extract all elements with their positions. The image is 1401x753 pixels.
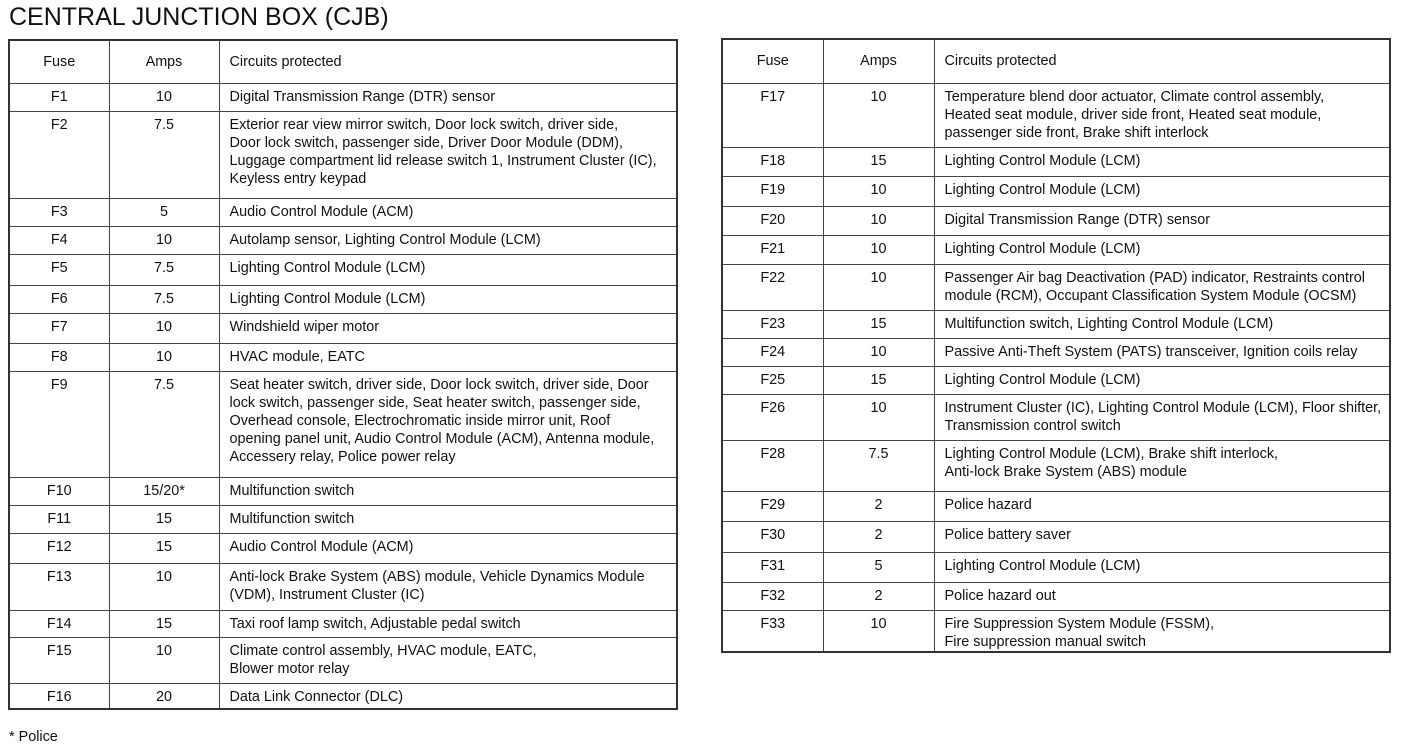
fuse-amps: 15 <box>109 610 219 637</box>
fuse-id: F2 <box>9 111 109 198</box>
header-amps: Amps <box>109 40 219 83</box>
circuits-protected <box>934 521 1390 552</box>
circuits-protected <box>219 285 677 313</box>
circuit-line: Lighting Control Module (LCM) <box>944 181 1141 198</box>
table-row <box>722 366 1390 394</box>
fuse-amps: 2 <box>823 491 934 521</box>
fuse-id: F9 <box>9 371 109 477</box>
circuit-line: Heated seat module, driver side front, Heated seat module, <box>944 106 1322 123</box>
circuits-protected <box>934 338 1390 366</box>
header-circuits: Circuits protected <box>219 40 677 83</box>
table-row <box>722 610 1390 652</box>
table-row <box>9 226 677 254</box>
fuse-id: F26 <box>722 394 823 440</box>
circuit-line: Door lock switch, passenger side, Driver Door Module (DDM), <box>229 134 623 151</box>
table-row <box>722 521 1390 552</box>
table-row <box>9 683 677 709</box>
circuit-line: Lighting Control Module (LCM) <box>944 240 1141 257</box>
circuit-line: Blower motor relay <box>229 660 350 677</box>
circuits-protected <box>219 83 677 111</box>
fuse-id: F7 <box>9 313 109 343</box>
circuit-line: Passenger Air bag Deactivation (PAD) indicator, Restraints control <box>944 269 1365 286</box>
fuse-amps: 10 <box>823 394 934 440</box>
fuse-id: F11 <box>9 505 109 533</box>
fuse-amps: 7.5 <box>823 440 934 491</box>
table-row <box>9 111 677 198</box>
fuse-amps: 7.5 <box>109 371 219 477</box>
fuse-amps: 10 <box>109 563 219 610</box>
table-row <box>722 491 1390 521</box>
circuit-line: Instrument Cluster (IC), Lighting Control Module (LCM), Floor shifter, <box>944 399 1382 416</box>
fuse-id: F6 <box>9 285 109 313</box>
fuse-id: F31 <box>722 552 823 582</box>
table-row <box>722 235 1390 264</box>
circuit-line: Accessery relay, Police power relay <box>229 448 456 465</box>
circuit-line: passenger side front, Brake shift interlock <box>944 124 1209 141</box>
table-row <box>722 176 1390 206</box>
table-row <box>9 83 677 111</box>
circuits-protected <box>934 310 1390 338</box>
circuit-line: Temperature blend door actuator, Climate control assembly, <box>944 88 1325 105</box>
circuits-protected <box>219 198 677 226</box>
circuit-line: Keyless entry keypad <box>229 170 367 187</box>
table-row <box>722 552 1390 582</box>
circuit-line: Multifunction switch <box>229 482 355 499</box>
circuits-protected <box>934 610 1390 652</box>
circuits-protected <box>934 264 1390 310</box>
circuits-protected <box>219 505 677 533</box>
circuit-line: Lighting Control Module (LCM) <box>229 259 426 276</box>
fuse-id: F15 <box>9 637 109 683</box>
circuits-protected <box>934 83 1390 147</box>
circuits-protected <box>934 491 1390 521</box>
circuit-line: Exterior rear view mirror switch, Door lock switch, driver side, <box>229 116 619 133</box>
circuit-line: Anti-lock Brake System (ABS) module, Vehicle Dynamics Module <box>229 568 645 585</box>
circuit-line: Digital Transmission Range (DTR) sensor <box>944 211 1211 228</box>
fuse-id: F1 <box>9 83 109 111</box>
circuit-line: Passive Anti-Theft System (PATS) transceiver, Ignition coils relay <box>944 343 1358 360</box>
fuse-id: F4 <box>9 226 109 254</box>
circuit-line: Overhead console, Electrochromatic inside mirror unit, Roof <box>229 412 611 429</box>
circuit-line: Multifunction switch, Lighting Control Module (LCM) <box>944 315 1274 332</box>
circuit-line: module (RCM), Occupant Classification System Module (OCSM) <box>944 287 1357 304</box>
circuit-line: Lighting Control Module (LCM) <box>944 371 1141 388</box>
table-row <box>9 313 677 343</box>
header-fuse: Fuse <box>722 39 823 83</box>
circuit-line: Audio Control Module (ACM) <box>229 203 414 220</box>
table-row <box>9 505 677 533</box>
fuse-amps: 10 <box>109 83 219 111</box>
circuit-line: Fire suppression manual switch <box>944 633 1147 650</box>
circuit-line: lock switch, passenger side, Seat heater switch, passenger side, <box>229 394 641 411</box>
table-row <box>722 310 1390 338</box>
fuse-amps: 7.5 <box>109 111 219 198</box>
fuse-amps: 10 <box>109 226 219 254</box>
fuse-amps: 7.5 <box>109 285 219 313</box>
circuit-line: Fire Suppression System Module (FSSM), <box>944 615 1215 632</box>
table-row <box>9 563 677 610</box>
fuse-id: F33 <box>722 610 823 652</box>
fuse-id: F3 <box>9 198 109 226</box>
circuits-protected <box>219 683 677 709</box>
fuse-amps: 5 <box>823 552 934 582</box>
circuit-line: Police hazard <box>944 496 1032 513</box>
circuits-protected <box>219 533 677 563</box>
table-row <box>9 610 677 637</box>
fuse-id: F24 <box>722 338 823 366</box>
footnote: * Police <box>9 729 58 745</box>
fuse-amps: 10 <box>823 83 934 147</box>
circuit-line: (VDM), Instrument Cluster (IC) <box>229 586 425 603</box>
fuse-id: F28 <box>722 440 823 491</box>
fuse-amps: 5 <box>109 198 219 226</box>
table-row <box>722 582 1390 610</box>
fuse-id: F10 <box>9 477 109 505</box>
table-row <box>722 338 1390 366</box>
circuit-line: Police battery saver <box>944 526 1071 543</box>
fuse-amps: 10 <box>823 235 934 264</box>
fuse-amps: 10 <box>823 338 934 366</box>
circuits-protected <box>934 206 1390 235</box>
circuits-protected <box>934 582 1390 610</box>
circuit-line: Audio Control Module (ACM) <box>229 538 414 555</box>
circuit-line: Windshield wiper motor <box>229 318 380 335</box>
fuse-id: F32 <box>722 582 823 610</box>
fuse-amps: 15 <box>823 147 934 176</box>
circuit-line: Autolamp sensor, Lighting Control Module (LCM) <box>229 231 541 248</box>
circuits-protected <box>219 610 677 637</box>
circuit-line: Luggage compartment lid release switch 1, Instrument Cluster (IC), <box>229 152 657 169</box>
circuits-protected <box>934 552 1390 582</box>
fuse-id: F30 <box>722 521 823 552</box>
fuse-id: F19 <box>722 176 823 206</box>
circuits-protected <box>934 394 1390 440</box>
fuse-id: F23 <box>722 310 823 338</box>
fuse-id: F20 <box>722 206 823 235</box>
circuit-line: Lighting Control Module (LCM) <box>944 152 1141 169</box>
fuse-amps: 20 <box>109 683 219 709</box>
fuse-amps: 15 <box>823 310 934 338</box>
circuits-protected <box>219 477 677 505</box>
fuse-amps: 10 <box>823 264 934 310</box>
header-fuse: Fuse <box>9 40 109 83</box>
table-row <box>9 533 677 563</box>
circuit-line: Transmission control switch <box>944 417 1121 434</box>
circuits-protected <box>934 176 1390 206</box>
circuits-protected <box>219 371 677 477</box>
circuit-line: opening panel unit, Audio Control Module (ACM), Antenna module, <box>229 430 655 447</box>
circuit-line: HVAC module, EATC <box>229 348 365 365</box>
table-row <box>9 198 677 226</box>
fuse-id: F17 <box>722 83 823 147</box>
table-row <box>722 206 1390 235</box>
circuit-line: Lighting Control Module (LCM) <box>229 290 426 307</box>
fuse-amps: 15 <box>109 505 219 533</box>
fuse-id: F14 <box>9 610 109 637</box>
circuits-protected <box>934 235 1390 264</box>
table-row <box>722 147 1390 176</box>
table-row <box>722 394 1390 440</box>
fuse-amps: 15 <box>823 366 934 394</box>
table-row <box>9 285 677 313</box>
fuse-id: F12 <box>9 533 109 563</box>
circuit-line: Climate control assembly, HVAC module, EATC, <box>229 642 537 659</box>
circuit-line: Taxi roof lamp switch, Adjustable pedal switch <box>229 615 521 632</box>
circuit-line: Anti-lock Brake System (ABS) module <box>944 463 1187 480</box>
right-fuse-table <box>721 38 1391 653</box>
table-row <box>722 83 1390 147</box>
circuits-protected <box>219 226 677 254</box>
table-row <box>722 440 1390 491</box>
header-circuits: Circuits protected <box>934 39 1390 83</box>
fuse-id: F8 <box>9 343 109 371</box>
fuse-id: F13 <box>9 563 109 610</box>
fuse-amps: 15 <box>109 533 219 563</box>
circuits-protected <box>934 147 1390 176</box>
table-row <box>9 371 677 477</box>
fuse-amps: 10 <box>109 313 219 343</box>
fuse-amps: 10 <box>109 637 219 683</box>
left-fuse-table <box>8 39 678 710</box>
table-row <box>9 477 677 505</box>
circuit-line: Lighting Control Module (LCM) <box>944 557 1141 574</box>
fuse-amps: 10 <box>823 176 934 206</box>
circuit-line: Digital Transmission Range (DTR) sensor <box>229 88 496 105</box>
fuse-id: F18 <box>722 147 823 176</box>
fuse-amps: 15/20* <box>109 477 219 505</box>
circuits-protected <box>934 440 1390 491</box>
header-amps: Amps <box>823 39 934 83</box>
table-row <box>9 637 677 683</box>
circuits-protected <box>219 111 677 198</box>
circuits-protected <box>934 366 1390 394</box>
fuse-id: F21 <box>722 235 823 264</box>
circuit-line: Seat heater switch, driver side, Door lock switch, driver side, Door <box>229 376 649 393</box>
fuse-amps: 2 <box>823 521 934 552</box>
circuits-protected <box>219 254 677 285</box>
fuse-id: F16 <box>9 683 109 709</box>
circuit-line: Data Link Connector (DLC) <box>229 688 404 705</box>
fuse-id: F25 <box>722 366 823 394</box>
fuse-id: F29 <box>722 491 823 521</box>
table-row <box>9 343 677 371</box>
page-title: CENTRAL JUNCTION BOX (CJB) <box>9 3 389 31</box>
circuits-protected <box>219 637 677 683</box>
circuit-line: Multifunction switch <box>229 510 355 527</box>
fuse-id: F5 <box>9 254 109 285</box>
fuse-id: F22 <box>722 264 823 310</box>
circuit-line: Police hazard out <box>944 587 1056 604</box>
circuits-protected <box>219 343 677 371</box>
fuse-amps: 10 <box>823 206 934 235</box>
fuse-amps: 10 <box>823 610 934 652</box>
circuits-protected <box>219 313 677 343</box>
fuse-amps: 10 <box>109 343 219 371</box>
circuit-line: Lighting Control Module (LCM), Brake shift interlock, <box>944 445 1279 462</box>
table-row <box>722 264 1390 310</box>
fuse-amps: 7.5 <box>109 254 219 285</box>
circuits-protected <box>219 563 677 610</box>
fuse-amps: 2 <box>823 582 934 610</box>
table-row <box>9 254 677 285</box>
